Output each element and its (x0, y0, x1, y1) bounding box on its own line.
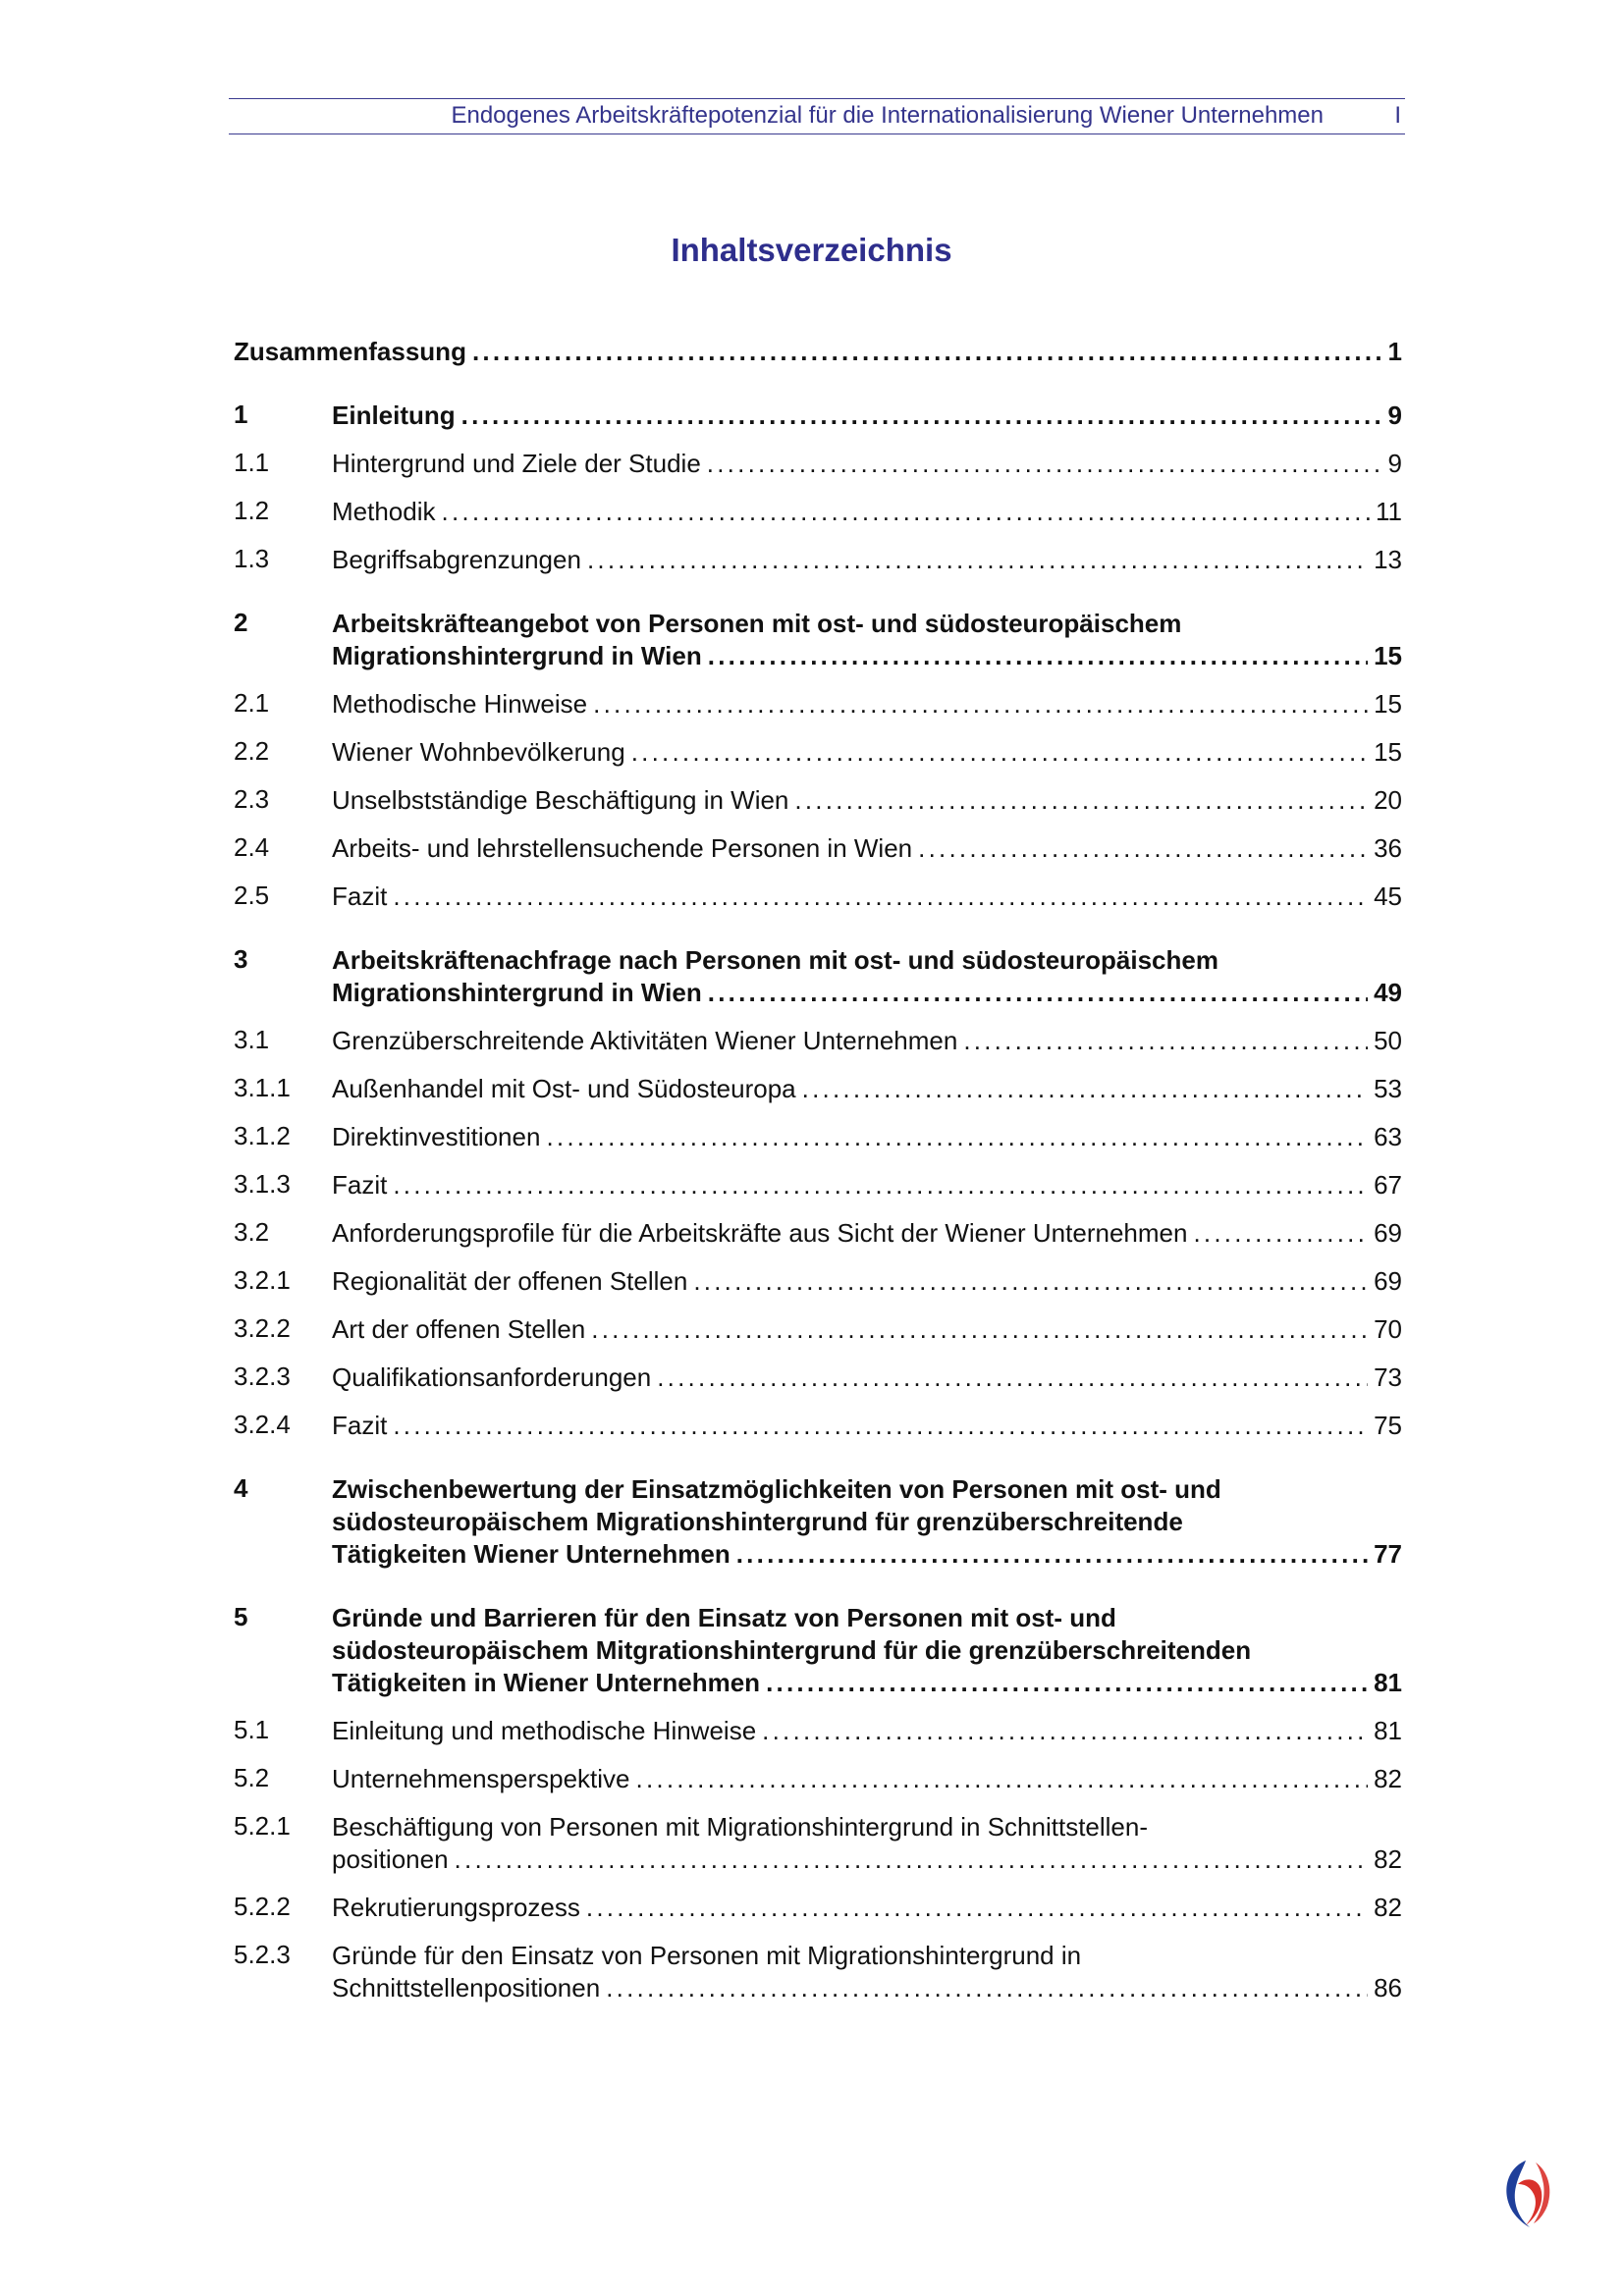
toc-entry-title-line: Unternehmensperspektive (332, 1764, 630, 1793)
toc-entry[interactable] (234, 1940, 1402, 2004)
toc-entry-title-line: Anforderungsprofile für die Arbeitskräfte aus Sicht der Wiener Unternehmen (332, 1218, 1188, 1248)
toc-entry-body (332, 1073, 1402, 1105)
toc-entry[interactable] (234, 881, 1402, 913)
toc-dot-leader (587, 544, 1368, 576)
toc-entry[interactable] (234, 336, 1402, 368)
toc-entry[interactable] (234, 832, 1402, 865)
toc-entry-title-line: Schnittstellenpositionen (332, 1973, 601, 2002)
toc-entry-title-line: Unselbstständige Beschäftigung in Wien (332, 785, 789, 815)
toc-dot-leader (918, 832, 1368, 865)
toc-entry-page-number: 81 (1374, 1716, 1402, 1745)
toc-entry-body (332, 1313, 1402, 1346)
toc-entry-number: 3.2.2 (234, 1313, 291, 1343)
toc-entry[interactable] (234, 784, 1402, 817)
toc-entry-title-line: Qualifikationsanforderungen (332, 1362, 652, 1392)
toc-dot-leader (794, 784, 1368, 817)
toc-entry-number: 2.4 (234, 832, 270, 862)
toc-entry-title-line: Migrationshintergrund in Wien (332, 641, 702, 670)
toc-entry-page-number: 36 (1374, 833, 1402, 863)
toc-entry-title-line: Tätigkeiten Wiener Unternehmen (332, 1539, 730, 1569)
toc-dot-leader (393, 1169, 1368, 1201)
toc-dot-leader (762, 1715, 1368, 1747)
publisher-logo-icon (1496, 2155, 1557, 2231)
toc-entry[interactable] (234, 1763, 1402, 1795)
toc-entry-page-number: 69 (1374, 1218, 1402, 1248)
toc-entry[interactable] (234, 1715, 1402, 1747)
toc-dot-leader (393, 1410, 1368, 1442)
toc-entry-title-line: Grenzüberschreitende Aktivitäten Wiener Unternehmen (332, 1026, 958, 1055)
header-page-number: I (1394, 102, 1401, 129)
toc-entry-number: 3.1.3 (234, 1169, 291, 1199)
toc-entry-title-line: Einleitung und methodische Hinweise (332, 1716, 757, 1745)
toc-entry-title-line: Arbeitskräfteangebot von Personen mit ost- und südosteuropäischem (332, 609, 1182, 638)
toc-entry-number: 2.5 (234, 881, 270, 910)
toc-entry-title-line: Direktinvestitionen (332, 1122, 541, 1151)
toc-entry[interactable] (234, 496, 1402, 528)
toc-entry-page-number: 9 (1387, 400, 1402, 430)
toc-entry-title-line: Hintergrund und Ziele der Studie (332, 449, 701, 478)
toc-entry-page-number: 11 (1376, 497, 1402, 526)
toc-entry-number: 3.2 (234, 1217, 270, 1247)
toc-entry[interactable] (234, 1892, 1402, 1924)
toc-entry-page-number: 1 (1387, 337, 1402, 366)
toc-entry-title-line: Gründe für den Einsatz von Personen mit Migrationshintergrund in (332, 1941, 1082, 1970)
toc-entry-number: 5.2.2 (234, 1892, 291, 1921)
toc-entry[interactable] (234, 736, 1402, 769)
toc-entry-body (332, 1265, 1402, 1298)
toc-entry-title-line: Fazit (332, 1411, 388, 1440)
toc-entry-body (332, 1811, 1402, 1876)
toc-entry-body (332, 1892, 1402, 1924)
header-rule-top (229, 98, 1405, 99)
toc-entry-number: 5.2 (234, 1763, 270, 1792)
toc-entry-number: 3.1 (234, 1025, 270, 1054)
toc-entry-body (332, 944, 1402, 1009)
toc-entry-body (332, 400, 1402, 432)
toc-entry[interactable] (234, 1602, 1402, 1699)
toc-entry-body (332, 1121, 1402, 1153)
toc-entry-page-number: 53 (1374, 1074, 1402, 1103)
toc-entry-body (332, 1025, 1402, 1057)
toc-entry-page-number: 75 (1374, 1411, 1402, 1440)
toc-dot-leader (631, 736, 1368, 769)
toc-entry-body (332, 1940, 1402, 2004)
toc-entry-body (332, 881, 1402, 913)
toc-entry-page-number: 63 (1374, 1122, 1402, 1151)
toc-entry-body (332, 608, 1402, 672)
toc-entry-number: 1.1 (234, 448, 270, 477)
toc-entry-title-line: Fazit (332, 1170, 388, 1200)
toc-entry-number: 3.2.1 (234, 1265, 291, 1295)
toc-entry-title-line: Fazit (332, 881, 388, 911)
toc-entry-body (332, 496, 1402, 528)
toc-entry-title-line: Methodik (332, 497, 436, 526)
toc-entry-title-line: Begriffsabgrenzungen (332, 545, 581, 574)
toc-entry-title-line: Zwischenbewertung der Einsatzmöglichkeiten von Personen mit ost- und (332, 1474, 1221, 1504)
toc-entry-title-line: südosteuropäischem Mitgrationshintergrund für die grenzüberschreitenden (332, 1635, 1252, 1665)
toc-entry-title-line: Wiener Wohnbevölkerung (332, 737, 625, 767)
toc-dot-leader (591, 1313, 1368, 1346)
toc-entry-page-number: 82 (1374, 1844, 1402, 1874)
toc-entry-body (332, 1715, 1402, 1747)
toc-entry-body (332, 1473, 1402, 1571)
toc-entry-page-number: 49 (1374, 978, 1402, 1007)
toc-entry-page-number: 20 (1374, 785, 1402, 815)
toc-entry-page-number: 73 (1374, 1362, 1402, 1392)
running-header (229, 98, 1405, 135)
toc-dot-leader (963, 1025, 1368, 1057)
toc-entry-body (332, 544, 1402, 576)
toc-entry-page-number: 15 (1374, 689, 1402, 719)
toc-entry-title-line: Regionalität der offenen Stellen (332, 1266, 688, 1296)
toc-entry[interactable] (234, 448, 1402, 480)
toc-entry-body (332, 448, 1402, 480)
toc-entry-page-number: 77 (1374, 1539, 1402, 1569)
toc-entry-body (332, 1602, 1402, 1699)
toc-dot-leader (593, 688, 1368, 721)
toc-entry-title-line: positionen (332, 1844, 449, 1874)
toc-entry-number: 1 (234, 400, 248, 429)
toc-entry-title-line: Migrationshintergrund in Wien (332, 978, 702, 1007)
toc-entry[interactable] (234, 1313, 1402, 1346)
toc-entry-number: 1.2 (234, 496, 270, 525)
toc-entry-page-number: 67 (1374, 1170, 1402, 1200)
toc-dot-leader (472, 336, 1382, 368)
toc-dot-leader (707, 448, 1382, 480)
toc-entry-number: 3.2.3 (234, 1362, 291, 1391)
toc-dot-leader (766, 1667, 1368, 1699)
toc-dot-leader (546, 1121, 1368, 1153)
toc-entry-page-number: 15 (1374, 737, 1402, 767)
toc-entry-number: 5.2.3 (234, 1940, 291, 1969)
toc-dot-leader (708, 640, 1368, 672)
toc-dot-leader (393, 881, 1368, 913)
toc-entry[interactable] (234, 944, 1402, 1009)
toc-entry[interactable] (234, 1073, 1402, 1105)
toc-entry-title-line: Arbeitskräftenachfrage nach Personen mit ost- und südosteuropäischem (332, 945, 1218, 975)
toc-entry-body (332, 784, 1402, 817)
toc-entry-number: 2 (234, 608, 248, 637)
toc-dot-leader (736, 1538, 1368, 1571)
toc-entry[interactable] (234, 1217, 1402, 1250)
toc-entry-page-number: 70 (1374, 1314, 1402, 1344)
page-title: Inhaltsverzeichnis (671, 232, 952, 268)
toc-entry-number: 2.3 (234, 784, 270, 814)
toc-entry[interactable] (234, 1025, 1402, 1057)
toc-entry[interactable] (234, 1811, 1402, 1876)
toc-entry-number: 4 (234, 1473, 248, 1503)
toc-entry-number: 3.2.4 (234, 1410, 291, 1439)
toc-entry-title-line: Zusammenfassung (234, 337, 466, 366)
toc-entry-number: 2.1 (234, 688, 270, 718)
toc-entry-number: 5.2.1 (234, 1811, 291, 1841)
toc-entry-body (332, 1763, 1402, 1795)
toc-dot-leader (442, 496, 1371, 528)
toc-dot-leader (1193, 1217, 1368, 1250)
toc-entry-page-number: 69 (1374, 1266, 1402, 1296)
toc-entry-title-line: Gründe und Barrieren für den Einsatz von Personen mit ost- und (332, 1603, 1116, 1632)
toc-entry-page-number: 45 (1374, 881, 1402, 911)
toc-entry-page-number: 9 (1387, 449, 1402, 478)
toc-entry-title-line: Art der offenen Stellen (332, 1314, 586, 1344)
toc-entry-page-number: 13 (1374, 545, 1402, 574)
toc-entry-body (332, 736, 1402, 769)
toc-entry[interactable] (234, 1121, 1402, 1153)
toc-entry[interactable] (234, 1169, 1402, 1201)
toc-entry-title-line: Rekrutierungsprozess (332, 1893, 580, 1922)
toc-dot-leader (802, 1073, 1368, 1105)
toc-entry-body (234, 336, 1402, 368)
toc-entry-body (332, 832, 1402, 865)
toc-entry-body (332, 1169, 1402, 1201)
toc-entry-body (332, 688, 1402, 721)
toc-dot-leader (606, 1972, 1368, 2004)
toc-entry-body (332, 1217, 1402, 1250)
toc-entry-body (332, 1362, 1402, 1394)
header-title: Endogenes Arbeitskräftepotenzial für die Internationalisierung Wiener Unternehmen (451, 102, 1324, 129)
toc-entry[interactable] (234, 1265, 1402, 1298)
toc-entry[interactable] (234, 400, 1402, 432)
toc-dot-leader (461, 400, 1382, 432)
toc-entry-page-number: 50 (1374, 1026, 1402, 1055)
toc-entry-number: 5.1 (234, 1715, 270, 1744)
toc-entry-number: 1.3 (234, 544, 270, 573)
toc-entry-title-line: Arbeits- und lehrstellensuchende Personen in Wien (332, 833, 913, 863)
toc-entry-body (332, 1410, 1402, 1442)
toc-entry[interactable] (234, 688, 1402, 721)
toc-dot-leader (708, 977, 1368, 1009)
toc-entry-title-line: Einleitung (332, 400, 456, 430)
toc-entry[interactable] (234, 544, 1402, 576)
toc-entry-number: 5 (234, 1602, 248, 1631)
toc-dot-leader (455, 1843, 1369, 1876)
toc-dot-leader (586, 1892, 1368, 1924)
toc-entry-title-line: südosteuropäischem Migrationshintergrund für grenzüberschreitende (332, 1507, 1183, 1536)
toc-entry-page-number: 86 (1374, 1973, 1402, 2002)
toc-entry-page-number: 82 (1374, 1893, 1402, 1922)
toc-entry-title-line: Außenhandel mit Ost- und Südosteuropa (332, 1074, 796, 1103)
toc-entry-title-line: Methodische Hinweise (332, 689, 588, 719)
toc-entry-page-number: 15 (1374, 641, 1402, 670)
toc-entry-page-number: 81 (1374, 1668, 1402, 1697)
toc-entry-page-number: 82 (1374, 1764, 1402, 1793)
toc-entry[interactable] (234, 1473, 1402, 1571)
toc-entry-title-line: Beschäftigung von Personen mit Migrationshintergrund in Schnittstellen- (332, 1812, 1149, 1842)
toc-entry[interactable] (234, 1410, 1402, 1442)
toc-dot-leader (636, 1763, 1369, 1795)
header-rule-bottom (229, 133, 1405, 134)
toc-dot-leader (693, 1265, 1368, 1298)
toc-entry-number: 3 (234, 944, 248, 974)
toc-entry-number: 3.1.2 (234, 1121, 291, 1150)
toc-entry-number: 3.1.1 (234, 1073, 291, 1102)
toc-dot-leader (657, 1362, 1368, 1394)
toc-entry-number: 2.2 (234, 736, 270, 766)
toc-entry-title-line: Tätigkeiten in Wiener Unternehmen (332, 1668, 761, 1697)
toc-entry[interactable] (234, 1362, 1402, 1394)
toc-entry[interactable] (234, 608, 1402, 672)
